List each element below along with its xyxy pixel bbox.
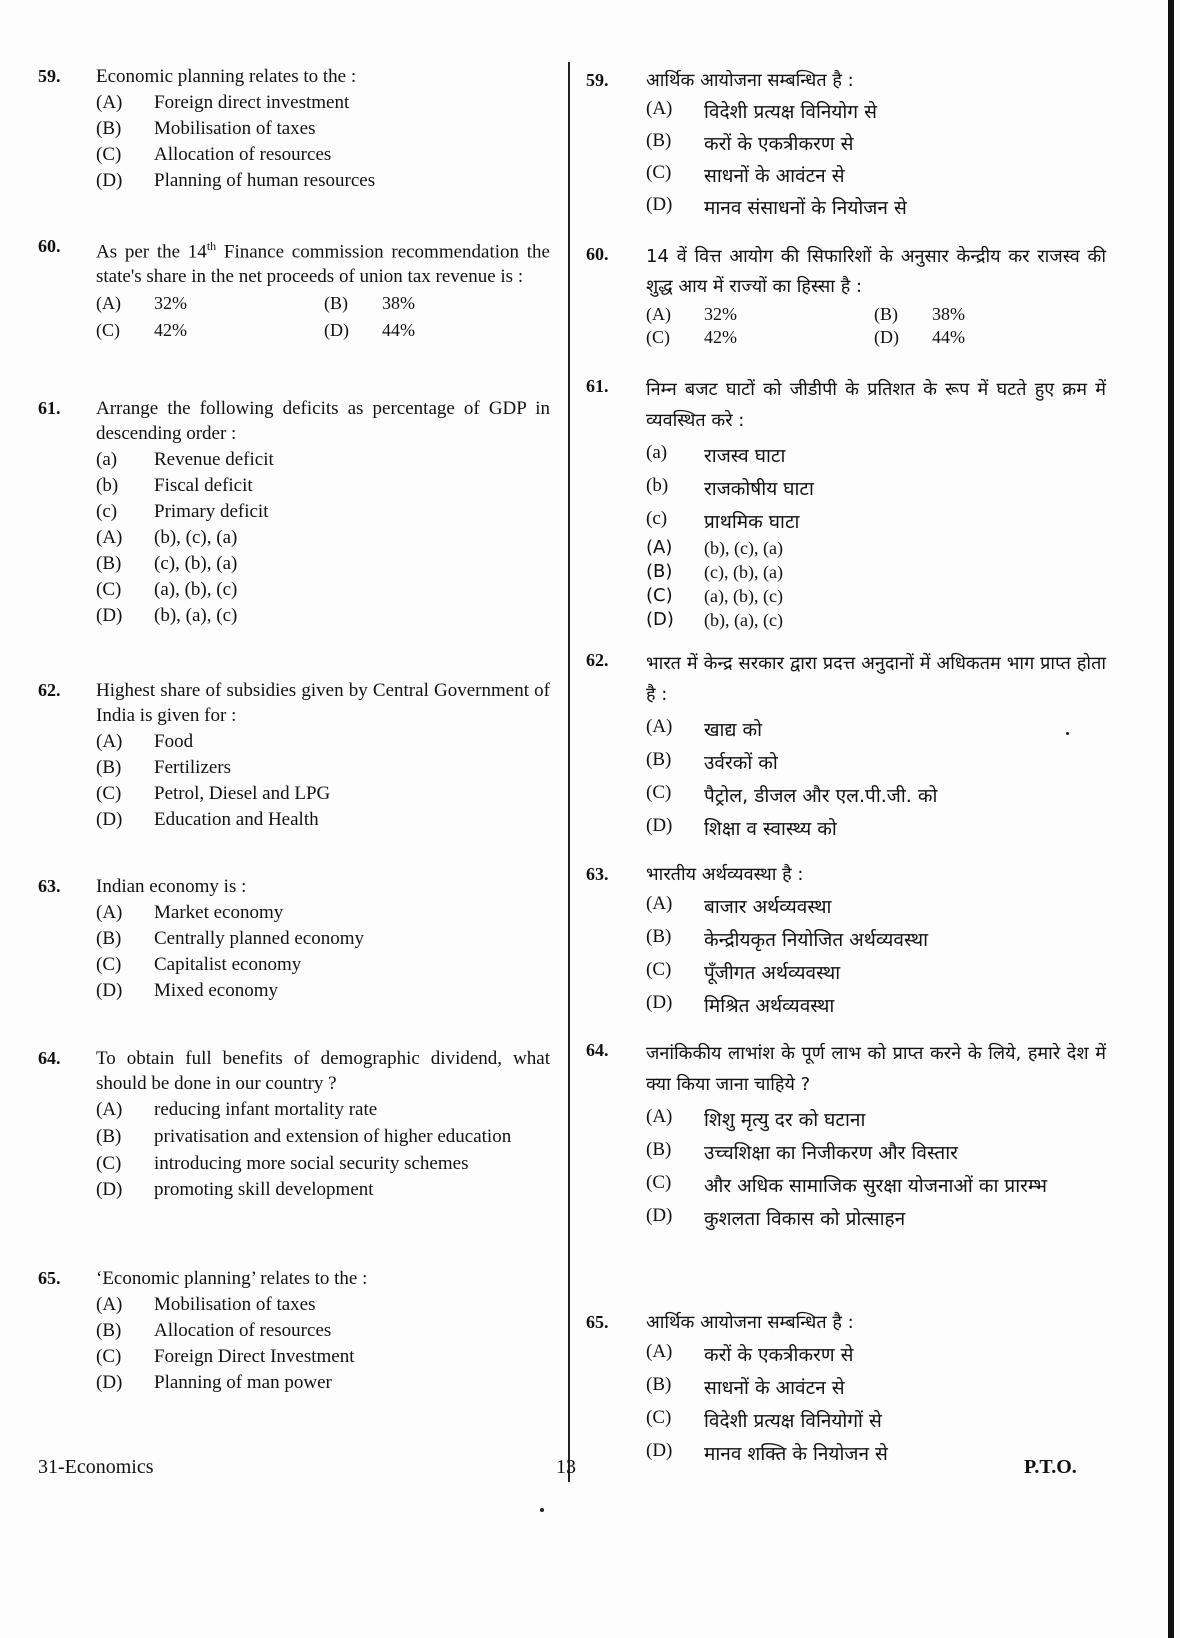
question-stem: भारत में केन्द्र सरकार द्वारा प्रदत्त अनुदानों में अधिकतम भाग प्राप्त होता है : — [646, 653, 1106, 705]
option: (B) Mobilisation of taxes — [96, 118, 316, 139]
option: (B) केन्द्रीयकृत नियोजित अर्थव्यवस्था — [646, 926, 929, 951]
option: (D) Mixed economy — [96, 980, 279, 1001]
question-stem: ‘Economic planning’ relates to the : — [96, 1268, 368, 1289]
option: (C) (a), (b), (c) — [646, 585, 783, 606]
question-65-hi — [586, 1310, 1106, 1466]
option: (B) करों के एकत्रीकरण से — [646, 130, 854, 155]
question-number: 61. — [586, 376, 609, 396]
question-number: 63. — [586, 864, 609, 884]
option: (C) विदेशी प्रत्यक्ष विनियोगों से — [646, 1407, 882, 1432]
option: (D) कुशलता विकास को प्रोत्साहन — [646, 1205, 906, 1230]
question-stem: आर्थिक आयोजना सम्बन्धित है : — [646, 70, 854, 91]
option: (A) Food — [96, 731, 194, 752]
list-item: (a) Revenue deficit — [96, 449, 274, 470]
option: (B) उर्वरकों को — [646, 749, 778, 774]
option: (A) Market economy — [96, 902, 284, 923]
question-stem: आर्थिक आयोजना सम्बन्धित है : — [646, 1312, 854, 1333]
option: (B) privatisation and extension of higher education — [96, 1126, 512, 1147]
question-64-en — [38, 1046, 550, 1201]
option: (B) (c), (b), (a) — [96, 553, 238, 574]
question-60-en — [38, 234, 550, 341]
option: (D) मानव संसाधनों के नियोजन से — [646, 194, 907, 219]
question-number: 59. — [586, 70, 609, 90]
footer-subject: 31-Economics — [38, 1456, 154, 1478]
option: (D) मानव शक्ति के नियोजन से — [646, 1440, 888, 1465]
option: (C) Petrol, Diesel and LPG — [96, 783, 331, 804]
option: (C) Foreign Direct Investment — [96, 1346, 355, 1367]
question-62-hi — [586, 648, 1106, 841]
list-item: (b) राजकोषीय घाटा — [646, 475, 814, 500]
question-62-en — [38, 678, 550, 831]
list-item: (b) Fiscal deficit — [96, 475, 253, 496]
option: (C) और अधिक सामाजिक सुरक्षा योजनाओं का प्रारम्भ — [646, 1172, 1047, 1197]
option: (B) उच्चशिक्षा का निजीकरण और विस्तार — [646, 1139, 958, 1164]
option-grid: (A) 32% (B) 38% — [646, 304, 965, 324]
option: (D) Planning of man power — [96, 1372, 332, 1393]
option: (B) Centrally planned economy — [96, 928, 364, 949]
option-grid: (A) 32% (B) 38% — [96, 293, 415, 314]
question-64-hi — [586, 1038, 1106, 1231]
option: (A) खाद्य को — [646, 716, 762, 741]
option: (A) (b), (c), (a) — [96, 527, 238, 548]
option: (D) मिश्रित अर्थव्यवस्था — [646, 992, 835, 1017]
question-number: 60. — [38, 236, 61, 256]
option: (D) (b), (a), (c) — [96, 605, 238, 626]
question-number: 59. — [38, 66, 61, 86]
option: (B) Fertilizers — [96, 757, 232, 778]
option: (D) Planning of human resources — [96, 170, 376, 191]
option: (C) साधनों के आवंटन से — [646, 162, 845, 187]
question-number: 65. — [586, 1312, 609, 1332]
option: (D) शिक्षा व स्वास्थ्य को — [646, 815, 837, 840]
option: (C) पूँजीगत अर्थव्यवस्था — [646, 959, 841, 984]
option: (B) Allocation of resources — [96, 1320, 332, 1341]
question-number: 65. — [38, 1268, 61, 1288]
question-65-en — [38, 1266, 550, 1394]
question-stem: As per the 14th Finance commission recommendation the state's share in the net proceeds of union tax revenue is : — [96, 239, 550, 288]
option: (D) promoting skill development — [96, 1179, 374, 1200]
option: (C) (a), (b), (c) — [96, 579, 238, 600]
option: (A) (b), (c), (a) — [646, 537, 783, 558]
question-63-en — [38, 874, 550, 1002]
option: (A) शिशु मृत्यु दर को घटाना — [646, 1106, 866, 1131]
option: (C) Capitalist economy — [96, 954, 302, 975]
question-stem: Highest share of subsidies given by Central Government of India is given for : — [96, 680, 550, 726]
question-63-hi — [586, 862, 1106, 1018]
question-stem: भारतीय अर्थव्यवस्था है : — [646, 864, 804, 885]
question-61-hi — [586, 374, 1106, 632]
scan-speck — [1066, 732, 1069, 735]
option: (A) बाजार अर्थव्यवस्था — [646, 893, 832, 918]
page-edge — [1168, 0, 1174, 1638]
scan-speck — [540, 1508, 544, 1512]
question-stem: Indian economy is : — [96, 876, 247, 897]
question-60-hi — [586, 242, 1106, 348]
option: (C) पैट्रोल, डीजल और एल.पी.जी. को — [646, 782, 938, 807]
column-divider — [568, 62, 570, 1482]
question-stem: Economic planning relates to the : — [96, 66, 357, 87]
option: (B) साधनों के आवंटन से — [646, 1374, 845, 1399]
question-number: 64. — [38, 1048, 61, 1068]
question-number: 61. — [38, 398, 61, 418]
question-stem: 14 वें वित्त आयोग की सिफारिशों के अनुसार केन्द्रीय कर राजस्व की शुद्ध आय में राज्यों का हिस्सा है : — [646, 246, 1106, 297]
question-61-en — [38, 396, 550, 627]
option-grid: (C) 42% (D) 44% — [646, 327, 965, 347]
question-number: 64. — [586, 1040, 609, 1060]
question-stem: To obtain full benefits of demographic dividend, what should be done in our country ? — [96, 1048, 550, 1094]
question-number: 62. — [38, 680, 61, 700]
option: (D) Education and Health — [96, 809, 319, 830]
question-number: 60. — [586, 244, 609, 264]
list-item: (a) राजस्व घाटा — [646, 442, 786, 467]
footer-pto: P.T.O. — [1024, 1456, 1077, 1478]
question-stem: Arrange the following deficits as percentage of GDP in descending order : — [96, 398, 550, 444]
list-item: (c) प्राथमिक घाटा — [646, 508, 800, 533]
option: (C) Allocation of resources — [96, 144, 332, 165]
option: (A) Mobilisation of taxes — [96, 1294, 316, 1315]
option: (A) Foreign direct investment — [96, 92, 350, 113]
option: (A) reducing infant mortality rate — [96, 1099, 378, 1120]
question-stem: निम्न बजट घाटों को जीडीपी के प्रतिशत के रूप में घटते हुए क्रम में व्यवस्थित करे : — [646, 379, 1106, 431]
option: (C) introducing more social security schemes — [96, 1153, 469, 1174]
question-stem: जनांकिकीय लाभांश के पूर्ण लाभ को प्राप्त करने के लिये, हमारे देश में क्या किया जाना चाहिये ? — [646, 1043, 1106, 1095]
option: (A) करों के एकत्रीकरण से — [646, 1341, 854, 1366]
question-number: 63. — [38, 876, 61, 896]
question-59-en — [38, 64, 550, 192]
option: (D) (b), (a), (c) — [646, 609, 783, 630]
footer-page-number: 13 — [556, 1456, 576, 1478]
list-item: (c) Primary deficit — [96, 501, 269, 522]
option: (A) विदेशी प्रत्यक्ष विनियोग से — [646, 98, 877, 123]
option-grid: (C) 42% (D) 44% — [96, 320, 415, 341]
option: (B) (c), (b), (a) — [646, 561, 783, 582]
question-number: 62. — [586, 650, 609, 670]
question-59-hi — [586, 68, 1106, 220]
